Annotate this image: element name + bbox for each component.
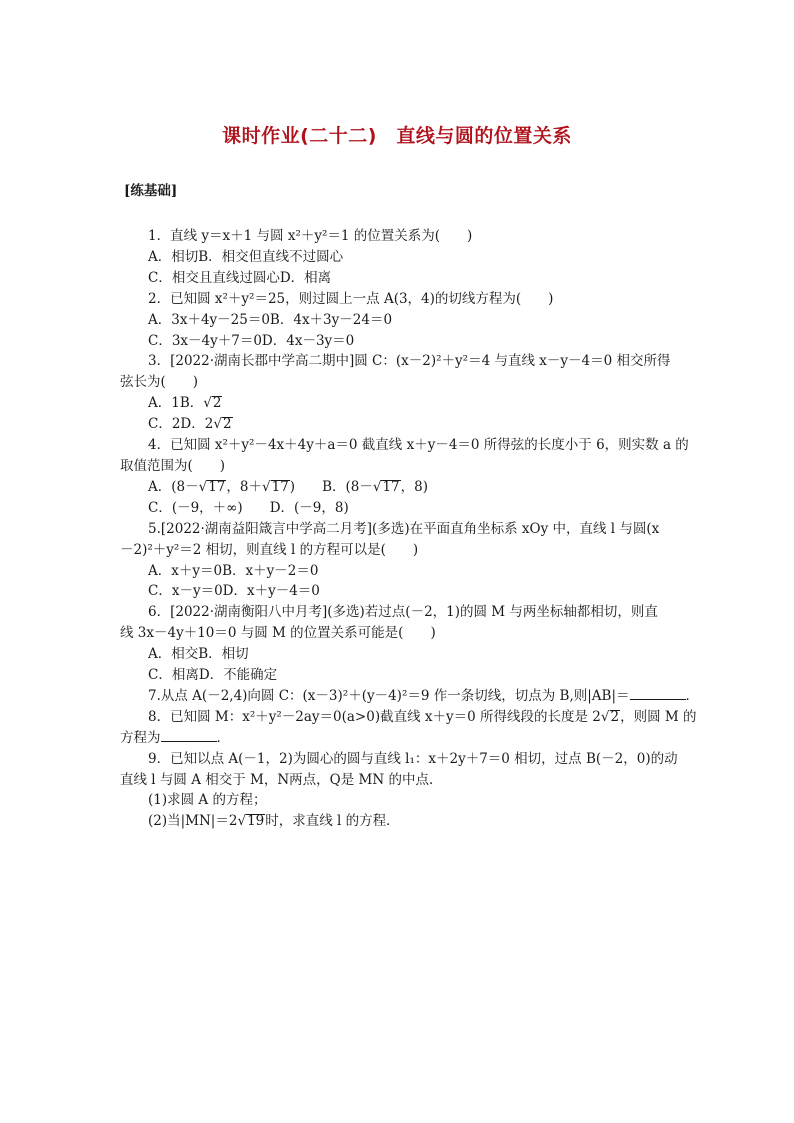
- question-list: [120, 226, 700, 832]
- question-5-option-row: C．x－y＝0D．x＋y－4＝0: [148, 583, 320, 600]
- question-7: 7.从点 A(－2,4)向圆 C：(x－3)²＋(y－4)²＝9 作一条切线，切点为 B,则|AB|＝ ．: [148, 687, 700, 704]
- question-5-continuation: －2)²＋y²＝2 相切，则直线 l 的方程可以是( ): [120, 541, 419, 558]
- question-9: 9．已知以点 A(－1，2)为圆心的圆与直线 l₁：x＋2y＋7＝0 相切，过点 B(－2，0)的动: [148, 750, 678, 767]
- question-6-option-row: C．相离D．不能确定: [148, 667, 278, 684]
- question-3: 3．[2022·湖南长郡中学高二期中]圆 C：(x－2)²＋y²＝4 与直线 x－y－4＝0 相交所得: [148, 353, 671, 370]
- question-3-option-row: C．2D．2√2: [120, 414, 676, 435]
- question-4-option-row: A．(8－√17，8＋√17) B．(8－√17，8): [120, 477, 676, 498]
- answer-blank: [630, 687, 686, 700]
- question-3-option-row: A．1B．√2: [120, 393, 676, 414]
- question-2-option-row: C．3x－4y＋7＝0D．4x－3y＝0: [148, 332, 355, 349]
- sqrt-symbol: √2: [600, 708, 620, 725]
- sqrt-symbol: √19: [237, 813, 265, 830]
- question-6: 6．[2022·湖南衡阳八中月考](多选)若过点(－2，1)的圆 M 与两坐标轴都相切，则直: [148, 604, 658, 621]
- question-8-continuation: 方程为 ．: [120, 729, 230, 746]
- question-1-option-row: C．相交且直线过圆心D．相离: [148, 269, 332, 286]
- question-5: 5.[2022·湖南益阳箴言中学高二月考](多选)在平面直角坐标系 xOy 中，直线 l 与圆(x: [148, 520, 660, 537]
- sqrt-symbol: √2: [203, 395, 222, 412]
- question-2: 2．已知圆 x²＋y²＝25，则过圆上一点 A(3，4)的切线方程为( ): [148, 290, 554, 307]
- section-heading: [练基础]: [124, 183, 178, 199]
- question-4: 4．已知圆 x²＋y²－4x＋4y＋a＝0 截直线 x＋y－4＝0 所得弦的长度小于 6，则实数 a 的: [148, 437, 689, 454]
- answer-blank: [161, 729, 217, 742]
- question-3-continuation: 弦长为( ): [120, 374, 199, 391]
- question-6-continuation: 线 3x－4y＋10＝0 与圆 M 的位置关系可能是( ): [120, 625, 436, 642]
- question-9-part-2: (2)当|MN|＝2√19时，求直线 l 的方程．: [120, 811, 676, 832]
- sqrt-symbol: √17: [262, 478, 289, 495]
- sqrt-symbol: √2: [213, 416, 232, 433]
- sqrt-symbol: √17: [198, 478, 226, 495]
- question-1-option-row: A．相切B．相交但直线不过圆心: [148, 248, 344, 265]
- question-9-continuation: 直线 l 与圆 A 相交于 M，N两点，Q是 MN 的中点．: [120, 771, 443, 788]
- page-title: 课时作业(二十二) 直线与圆的位置关系: [222, 125, 572, 147]
- question-2-option-row: A．3x＋4y－25＝0B．4x＋3y－24＝0: [148, 311, 393, 328]
- question-9-part-1: (1)求圆 A 的方程；: [148, 792, 267, 809]
- sqrt-symbol: √17: [372, 478, 400, 495]
- question-1: 1．直线 y＝x＋1 与圆 x²＋y²＝1 的位置关系为( ): [148, 228, 473, 244]
- question-6-option-row: A．相交B．相切: [148, 646, 249, 663]
- question-8: 8．已知圆 M：x²＋y²－2ay＝0(a>0)截直线 x＋y＝0 所得线段的长度是 2√2，则圆 M 的: [120, 707, 676, 728]
- question-5-option-row: A．x＋y＝0B．x＋y－2＝0: [148, 562, 319, 579]
- question-4-continuation: 取值范围为( ): [120, 457, 226, 474]
- question-4-option-row: C．(－9，＋∞) D．(－9，8): [148, 499, 349, 516]
